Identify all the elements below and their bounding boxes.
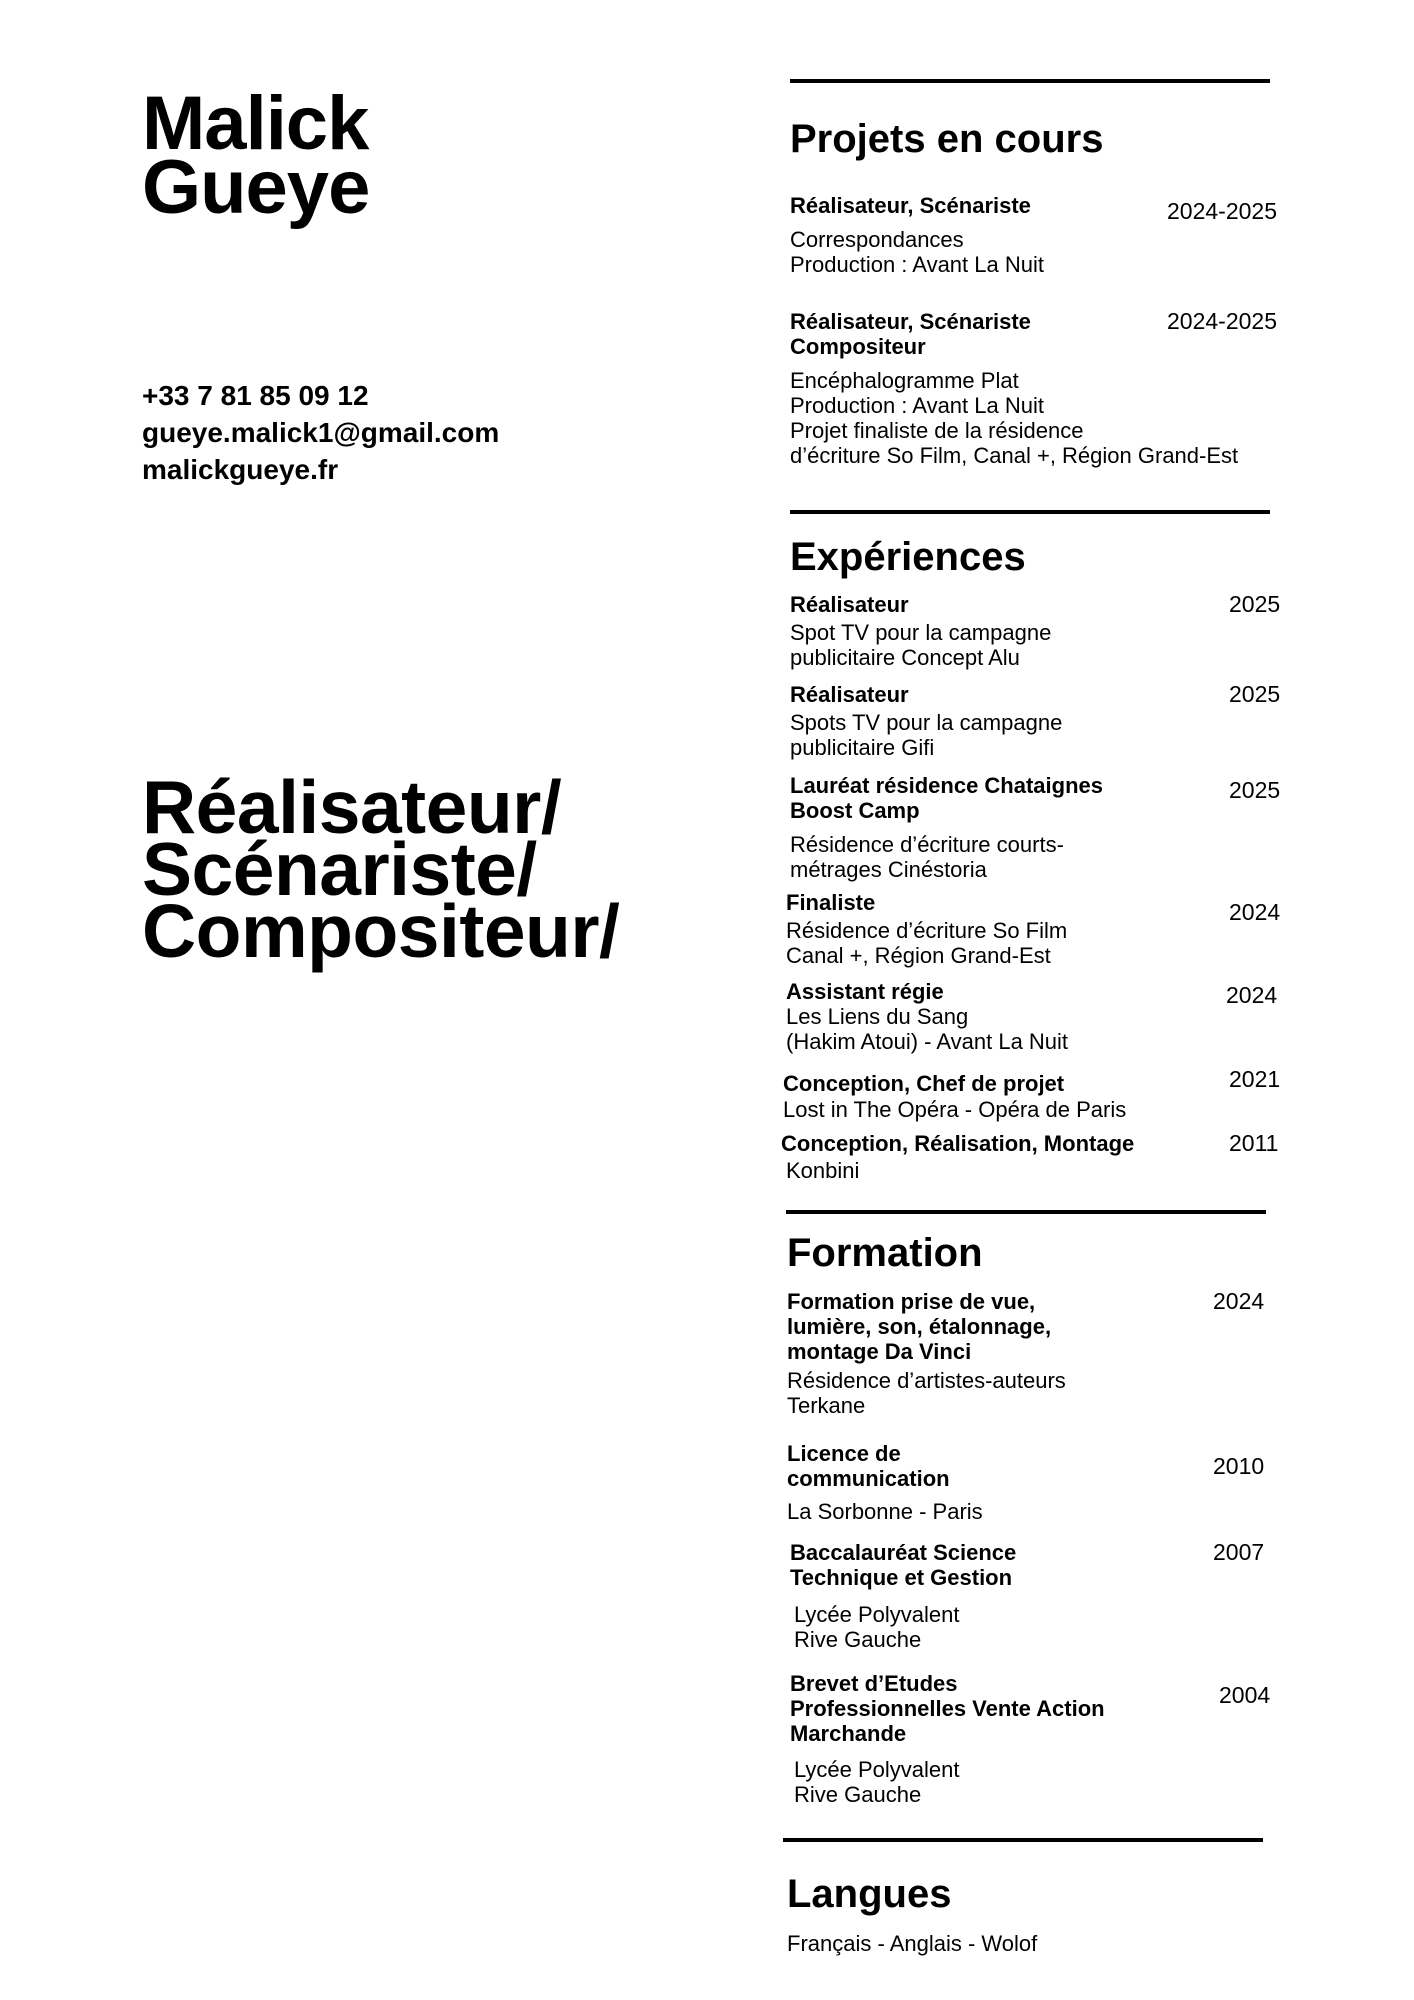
experience-entry-description: Les Liens du Sang (Hakim Atoui) - Avant La Nuit: [786, 1004, 1069, 1054]
role-line: Compositeur/: [142, 889, 620, 973]
experience-entry-year: 2011: [1229, 1130, 1279, 1156]
formation-entry-title: Formation prise de vue, lumière, son, étalonnage, montage Da Vinci: [787, 1289, 1052, 1364]
languages-list: Français - Anglais - Wolof: [787, 1931, 1038, 1956]
experience-entry-year: 2025: [1229, 777, 1281, 803]
formation-entry-year: 2010: [1213, 1453, 1265, 1479]
formation-entry-title: Licence de communication: [787, 1441, 950, 1491]
section-divider: [786, 1210, 1266, 1214]
experience-entry-year: 2025: [1229, 591, 1281, 617]
role-line: Réalisateur/: [142, 765, 562, 849]
phone-number: +33 7 81 85 09 12: [142, 380, 369, 411]
experience-entry-title: Lauréat résidence Chataignes Boost Camp: [790, 773, 1104, 823]
experience-entry-title: Réalisateur: [790, 682, 909, 707]
formation-entry-title: Baccalauréat Science Technique et Gestion: [790, 1540, 1017, 1590]
formation-entry-description: Lycée Polyvalent Rive Gauche: [794, 1602, 960, 1652]
email-address: gueye.malick1@gmail.com: [142, 417, 500, 448]
languages-section-title: Langues: [787, 1872, 952, 1916]
experience-entry-title: Réalisateur: [790, 592, 909, 617]
experience-entry-description: Konbini: [786, 1158, 860, 1183]
experience-entry-description: Résidence d’écriture courts- métrages Cinéstoria: [790, 832, 1064, 882]
experience-entry-description: Lost in The Opéra - Opéra de Paris: [783, 1097, 1127, 1122]
role-line: Scénariste/: [142, 827, 537, 911]
person-name: [142, 81, 370, 230]
role-title: [142, 765, 620, 973]
last-name: Gueye: [142, 145, 370, 230]
experience-entry-description: Spot TV pour la campagne publicitaire Concept Alu: [790, 620, 1052, 670]
contact-block: [142, 377, 499, 488]
experience-entry-year: 2021: [1229, 1066, 1281, 1092]
formation-entry-year: 2024: [1213, 1288, 1265, 1314]
formation-entry-description: Lycée Polyvalent Rive Gauche: [794, 1757, 960, 1807]
formation-section-title: Formation: [787, 1231, 983, 1275]
section-divider: [790, 79, 1270, 83]
project-entry-title: Réalisateur, Scénariste Compositeur: [790, 309, 1031, 359]
experience-entry-year: 2025: [1229, 681, 1281, 707]
first-name: Malick: [142, 81, 369, 166]
experiences-section-title: Expériences: [790, 535, 1026, 579]
experience-entry-year: 2024: [1229, 899, 1281, 925]
formation-entry-year: 2007: [1213, 1539, 1265, 1565]
experience-entry-title: Conception, Chef de projet: [783, 1071, 1065, 1096]
experience-entry-title: Finaliste: [786, 890, 876, 915]
experience-entry-description: Spots TV pour la campagne publicitaire Gifi: [790, 710, 1063, 760]
project-entry-title: Réalisateur, Scénariste: [790, 193, 1031, 218]
project-entry-description: Correspondances Production : Avant La Nuit: [790, 227, 1044, 277]
project-entry-description: Encéphalogramme Plat Production : Avant La Nuit Projet finaliste de la résidence d’écriture So Film, Canal +, Région Grand-Est: [790, 368, 1239, 468]
experience-entry-description: Résidence d’écriture So Film Canal +, Région Grand-Est: [786, 918, 1068, 968]
project-entry-year: 2024-2025: [1167, 308, 1277, 334]
projects-section-title: Projets en cours: [790, 117, 1104, 161]
experience-entry-year: 2024: [1226, 982, 1278, 1008]
formation-entry-year: 2004: [1219, 1682, 1271, 1708]
website-link: malickgueye.fr: [142, 454, 339, 485]
experience-entry-title: Conception, Réalisation, Montage: [781, 1131, 1135, 1156]
experience-entry-title: Assistant régie: [786, 979, 944, 1004]
section-divider: [790, 510, 1270, 514]
formation-entry-description: La Sorbonne - Paris: [787, 1499, 983, 1524]
formation-entry-description: Résidence d’artistes-auteurs Terkane: [787, 1368, 1066, 1418]
section-divider: [783, 1838, 1263, 1842]
formation-entry-title: Brevet d’Etudes Professionnelles Vente Action Marchande: [790, 1671, 1105, 1746]
project-entry-year: 2024-2025: [1167, 198, 1277, 224]
